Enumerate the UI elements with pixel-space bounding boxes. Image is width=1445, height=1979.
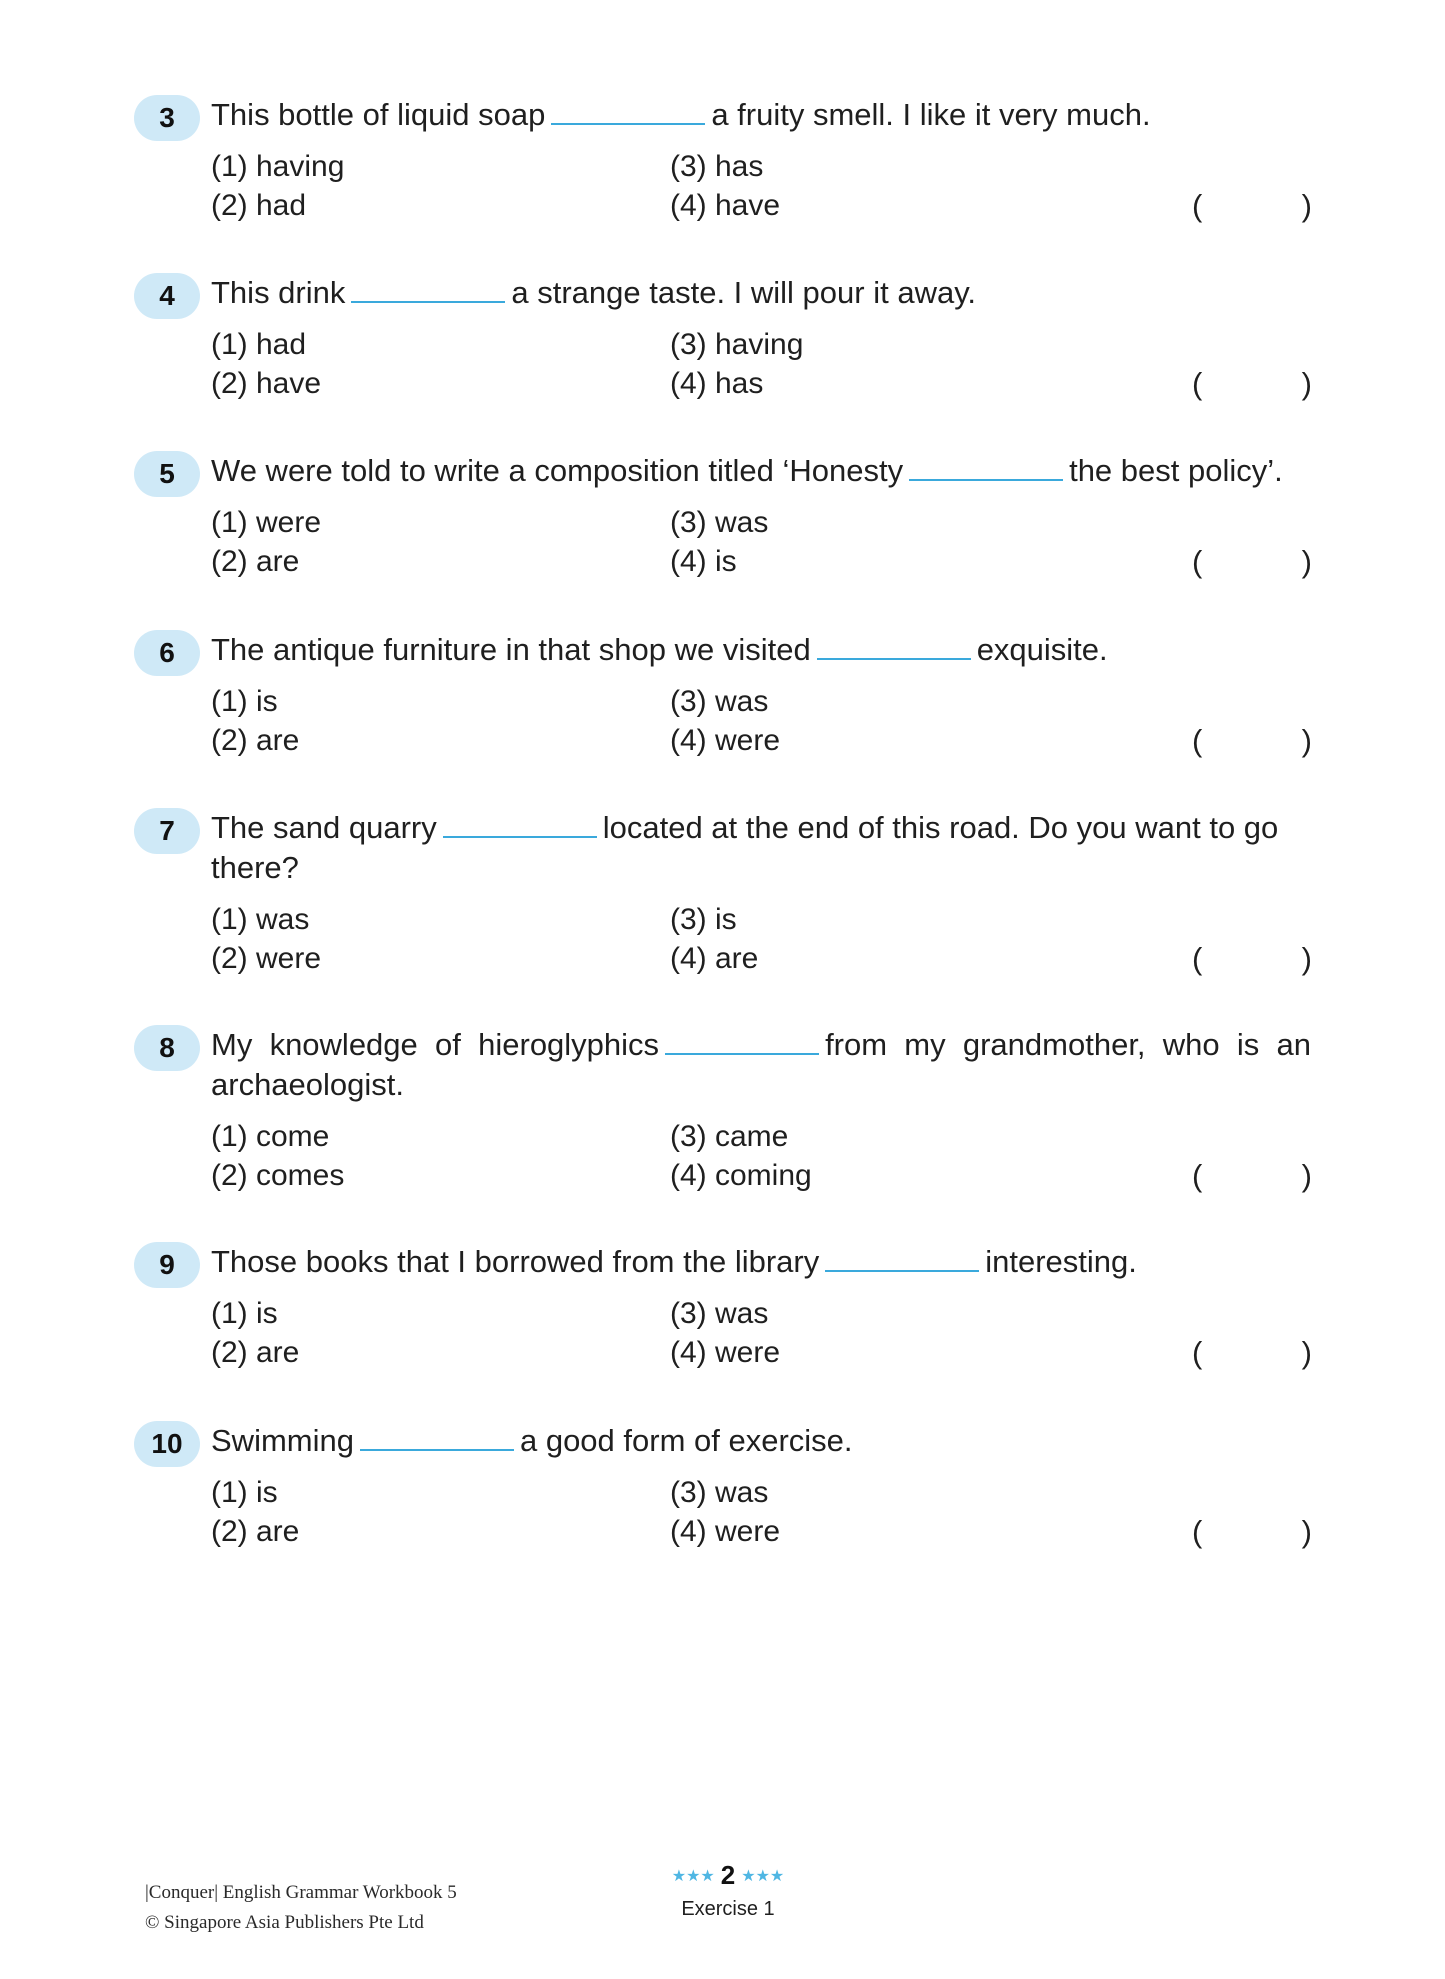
star-icons-left: ★★★ — [671, 1868, 715, 1885]
option-2[interactable]: (2) had — [211, 189, 307, 222]
stem-text-before: The antique furniture in that shop we visited — [211, 632, 811, 667]
option-1[interactable]: (1) is — [211, 1476, 278, 1509]
bracket-close: ) — [1301, 544, 1312, 579]
page-number: 2 — [720, 1860, 736, 1890]
stem-text-after: a fruity smell. I like it very much. — [711, 97, 1151, 132]
answer-blank[interactable] — [825, 1242, 979, 1272]
answer-blank[interactable] — [665, 1025, 819, 1055]
stem-text-before: This drink — [211, 275, 346, 310]
bracket-open: ( — [1192, 941, 1203, 976]
option-3[interactable]: (3) has — [670, 150, 764, 183]
option-2[interactable]: (2) have — [211, 367, 322, 400]
option-4[interactable]: (4) are — [670, 942, 759, 975]
bracket-close: ) — [1301, 941, 1312, 976]
question-stem — [211, 1025, 1311, 1105]
stem-text-after: exquisite. — [976, 632, 1108, 667]
bracket-close: ) — [1301, 1514, 1312, 1549]
footer-credits — [145, 1878, 457, 1938]
stem-text-before: The sand quarry — [211, 810, 437, 845]
bracket-close: ) — [1301, 188, 1312, 223]
option-2[interactable]: (2) are — [211, 545, 300, 578]
bracket-open: ( — [1192, 188, 1203, 223]
question-stem — [211, 1242, 1311, 1282]
option-3[interactable]: (3) was — [670, 1297, 769, 1330]
bracket-close: ) — [1301, 366, 1312, 401]
answer-blank[interactable] — [443, 808, 597, 838]
exercise-label: Exercise 1 — [681, 1898, 775, 1920]
answer-box[interactable] — [1192, 542, 1312, 582]
option-4[interactable]: (4) has — [670, 367, 764, 400]
option-1[interactable]: (1) were — [211, 506, 322, 539]
option-2[interactable]: (2) are — [211, 1515, 300, 1548]
page-number-row — [628, 1862, 828, 1890]
bracket-open: ( — [1192, 723, 1203, 758]
stem-text-after: a strange taste. I will pour it away. — [511, 275, 977, 310]
stem-text-after: located at the end of this road. Do you want to go there? — [211, 810, 1279, 885]
bracket-close: ) — [1301, 1335, 1312, 1370]
option-4[interactable]: (4) were — [670, 1336, 781, 1369]
question-number: 3 — [134, 95, 200, 141]
option-1[interactable]: (1) come — [211, 1120, 330, 1153]
question-stem — [211, 95, 1311, 135]
stem-text-after: from my grandmother, who is an archaeologist. — [211, 1027, 1312, 1102]
option-1[interactable]: (1) is — [211, 1297, 278, 1330]
answer-box[interactable] — [1192, 1512, 1312, 1552]
answer-blank[interactable] — [551, 95, 705, 125]
bracket-close: ) — [1301, 723, 1312, 758]
stem-text-after: the best policy’. — [1069, 453, 1283, 488]
star-icons-right: ★★★ — [741, 1868, 785, 1885]
answer-box[interactable] — [1192, 1156, 1312, 1196]
question-stem — [211, 808, 1311, 888]
question-number: 4 — [134, 273, 200, 319]
bracket-open: ( — [1192, 366, 1203, 401]
question-number: 9 — [134, 1242, 200, 1288]
question-stem — [211, 630, 1311, 670]
option-4[interactable]: (4) were — [670, 724, 781, 757]
option-3[interactable]: (3) was — [670, 506, 769, 539]
answer-box[interactable] — [1192, 721, 1312, 761]
option-4[interactable]: (4) is — [670, 545, 737, 578]
stem-text-after: interesting. — [985, 1244, 1137, 1279]
question-number: 10 — [134, 1421, 200, 1467]
answer-blank[interactable] — [909, 451, 1063, 481]
question-stem — [211, 1421, 1311, 1461]
stem-text-before: Swimming — [211, 1423, 354, 1458]
option-3[interactable]: (3) is — [670, 903, 737, 936]
stem-text-before: My knowledge of hieroglyphics — [211, 1027, 660, 1062]
option-3[interactable]: (3) was — [670, 1476, 769, 1509]
option-4[interactable]: (4) were — [670, 1515, 781, 1548]
answer-box[interactable] — [1192, 1333, 1312, 1373]
option-3[interactable]: (3) came — [670, 1120, 789, 1153]
option-2[interactable]: (2) are — [211, 724, 300, 757]
option-2[interactable]: (2) comes — [211, 1159, 345, 1192]
stem-text-after: a good form of exercise. — [519, 1423, 853, 1458]
page-footer — [628, 1862, 828, 1922]
option-1[interactable]: (1) having — [211, 150, 345, 183]
question-number: 5 — [134, 451, 200, 497]
bracket-open: ( — [1192, 1335, 1203, 1370]
answer-blank[interactable] — [360, 1421, 514, 1451]
option-1[interactable]: (1) had — [211, 328, 307, 361]
option-4[interactable]: (4) have — [670, 189, 781, 222]
question-stem — [211, 451, 1311, 491]
option-3[interactable]: (3) was — [670, 685, 769, 718]
question-number: 8 — [134, 1025, 200, 1071]
option-3[interactable]: (3) having — [670, 328, 804, 361]
stem-text-before: We were told to write a composition titled ‘Honesty — [211, 453, 904, 488]
answer-box[interactable] — [1192, 364, 1312, 404]
question-number: 7 — [134, 808, 200, 854]
answer-blank[interactable] — [817, 630, 971, 660]
answer-box[interactable] — [1192, 939, 1312, 979]
bracket-open: ( — [1192, 1158, 1203, 1193]
answer-box[interactable] — [1192, 186, 1312, 226]
question-stem — [211, 273, 1311, 313]
option-2[interactable]: (2) are — [211, 1336, 300, 1369]
option-2[interactable]: (2) were — [211, 942, 322, 975]
answer-blank[interactable] — [351, 273, 505, 303]
copyright-notice: © Singapore Asia Publishers Pte Ltd — [145, 1912, 424, 1933]
book-title: |Conquer| English Grammar Workbook 5 — [145, 1882, 457, 1903]
option-1[interactable]: (1) was — [211, 903, 310, 936]
bracket-open: ( — [1192, 544, 1203, 579]
bracket-close: ) — [1301, 1158, 1312, 1193]
stem-text-before: This bottle of liquid soap — [211, 97, 546, 132]
bracket-open: ( — [1192, 1514, 1203, 1549]
question-number: 6 — [134, 630, 200, 676]
option-1[interactable]: (1) is — [211, 685, 278, 718]
option-4[interactable]: (4) coming — [670, 1159, 812, 1192]
stem-text-before: Those books that I borrowed from the library — [211, 1244, 820, 1279]
